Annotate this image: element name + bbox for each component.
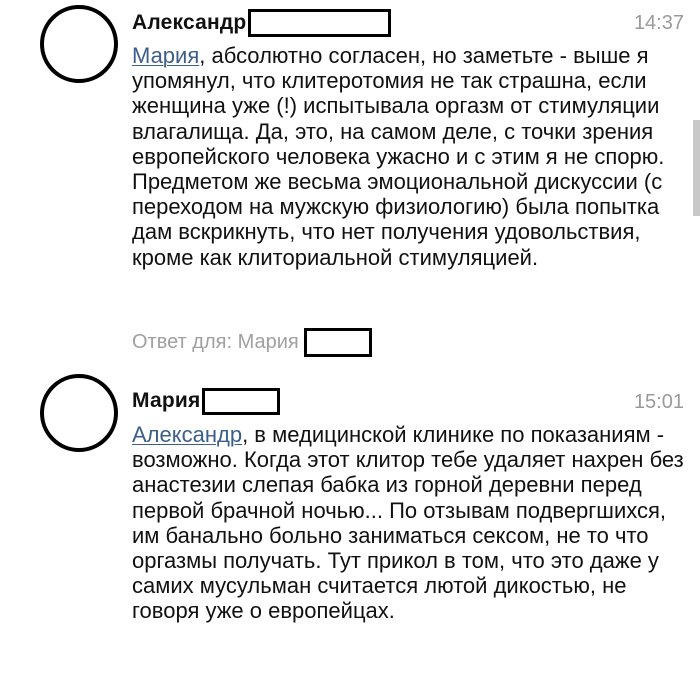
comment-text: , абсолютно согласен, но заметьте - выше я упомянул, что клитеротомия не так страшна, если женщина уже (!) испытывала оргазм от стимуляции влагалища. Да, это, на самом деле, с точки зрения европейского человека ужасно и с этим я не спорю. Предметом же весьма эмоциональной дискуссии (с переходом на мужскую физиологию) была попытка дам вскрикнуть, что нет получения удовольствия, кроме как клиториальной стимуляцией.	[132, 43, 665, 270]
comment-text: , в медицинской клинике по показаниям - возможно. Когда этот клитор тебе удаляет нахрен без анастезии слепая бабка из горной деревни перед первой брачной ночью... По отзывам подвергшихся, им банально больно заниматься сексом, не то что оргазмы получать. Тут прикол в том, что это даже у самих мусульман считается лютой дикостью, не говоря уже о европейцах.	[132, 422, 684, 624]
mention-link[interactable]: Мария	[132, 43, 200, 68]
reply-to[interactable]	[132, 327, 372, 357]
reply-to-label: Ответ для: Мария	[132, 330, 299, 353]
timestamp: 15:01	[633, 391, 684, 413]
mention-link[interactable]: Александр	[132, 422, 243, 447]
redacted-surname	[202, 388, 280, 415]
comment-body	[132, 43, 687, 270]
redacted-surname	[304, 328, 372, 357]
author-name[interactable]: Мария	[132, 389, 201, 412]
comment-header	[132, 386, 280, 416]
avatar[interactable]	[40, 374, 118, 452]
author-name[interactable]: Александр	[132, 11, 247, 34]
timestamp: 14:37	[633, 12, 684, 34]
avatar[interactable]	[40, 5, 118, 83]
redacted-surname	[248, 9, 391, 37]
comment-body	[132, 422, 687, 624]
comment-header	[132, 8, 391, 38]
scrollbar[interactable]	[693, 120, 700, 216]
